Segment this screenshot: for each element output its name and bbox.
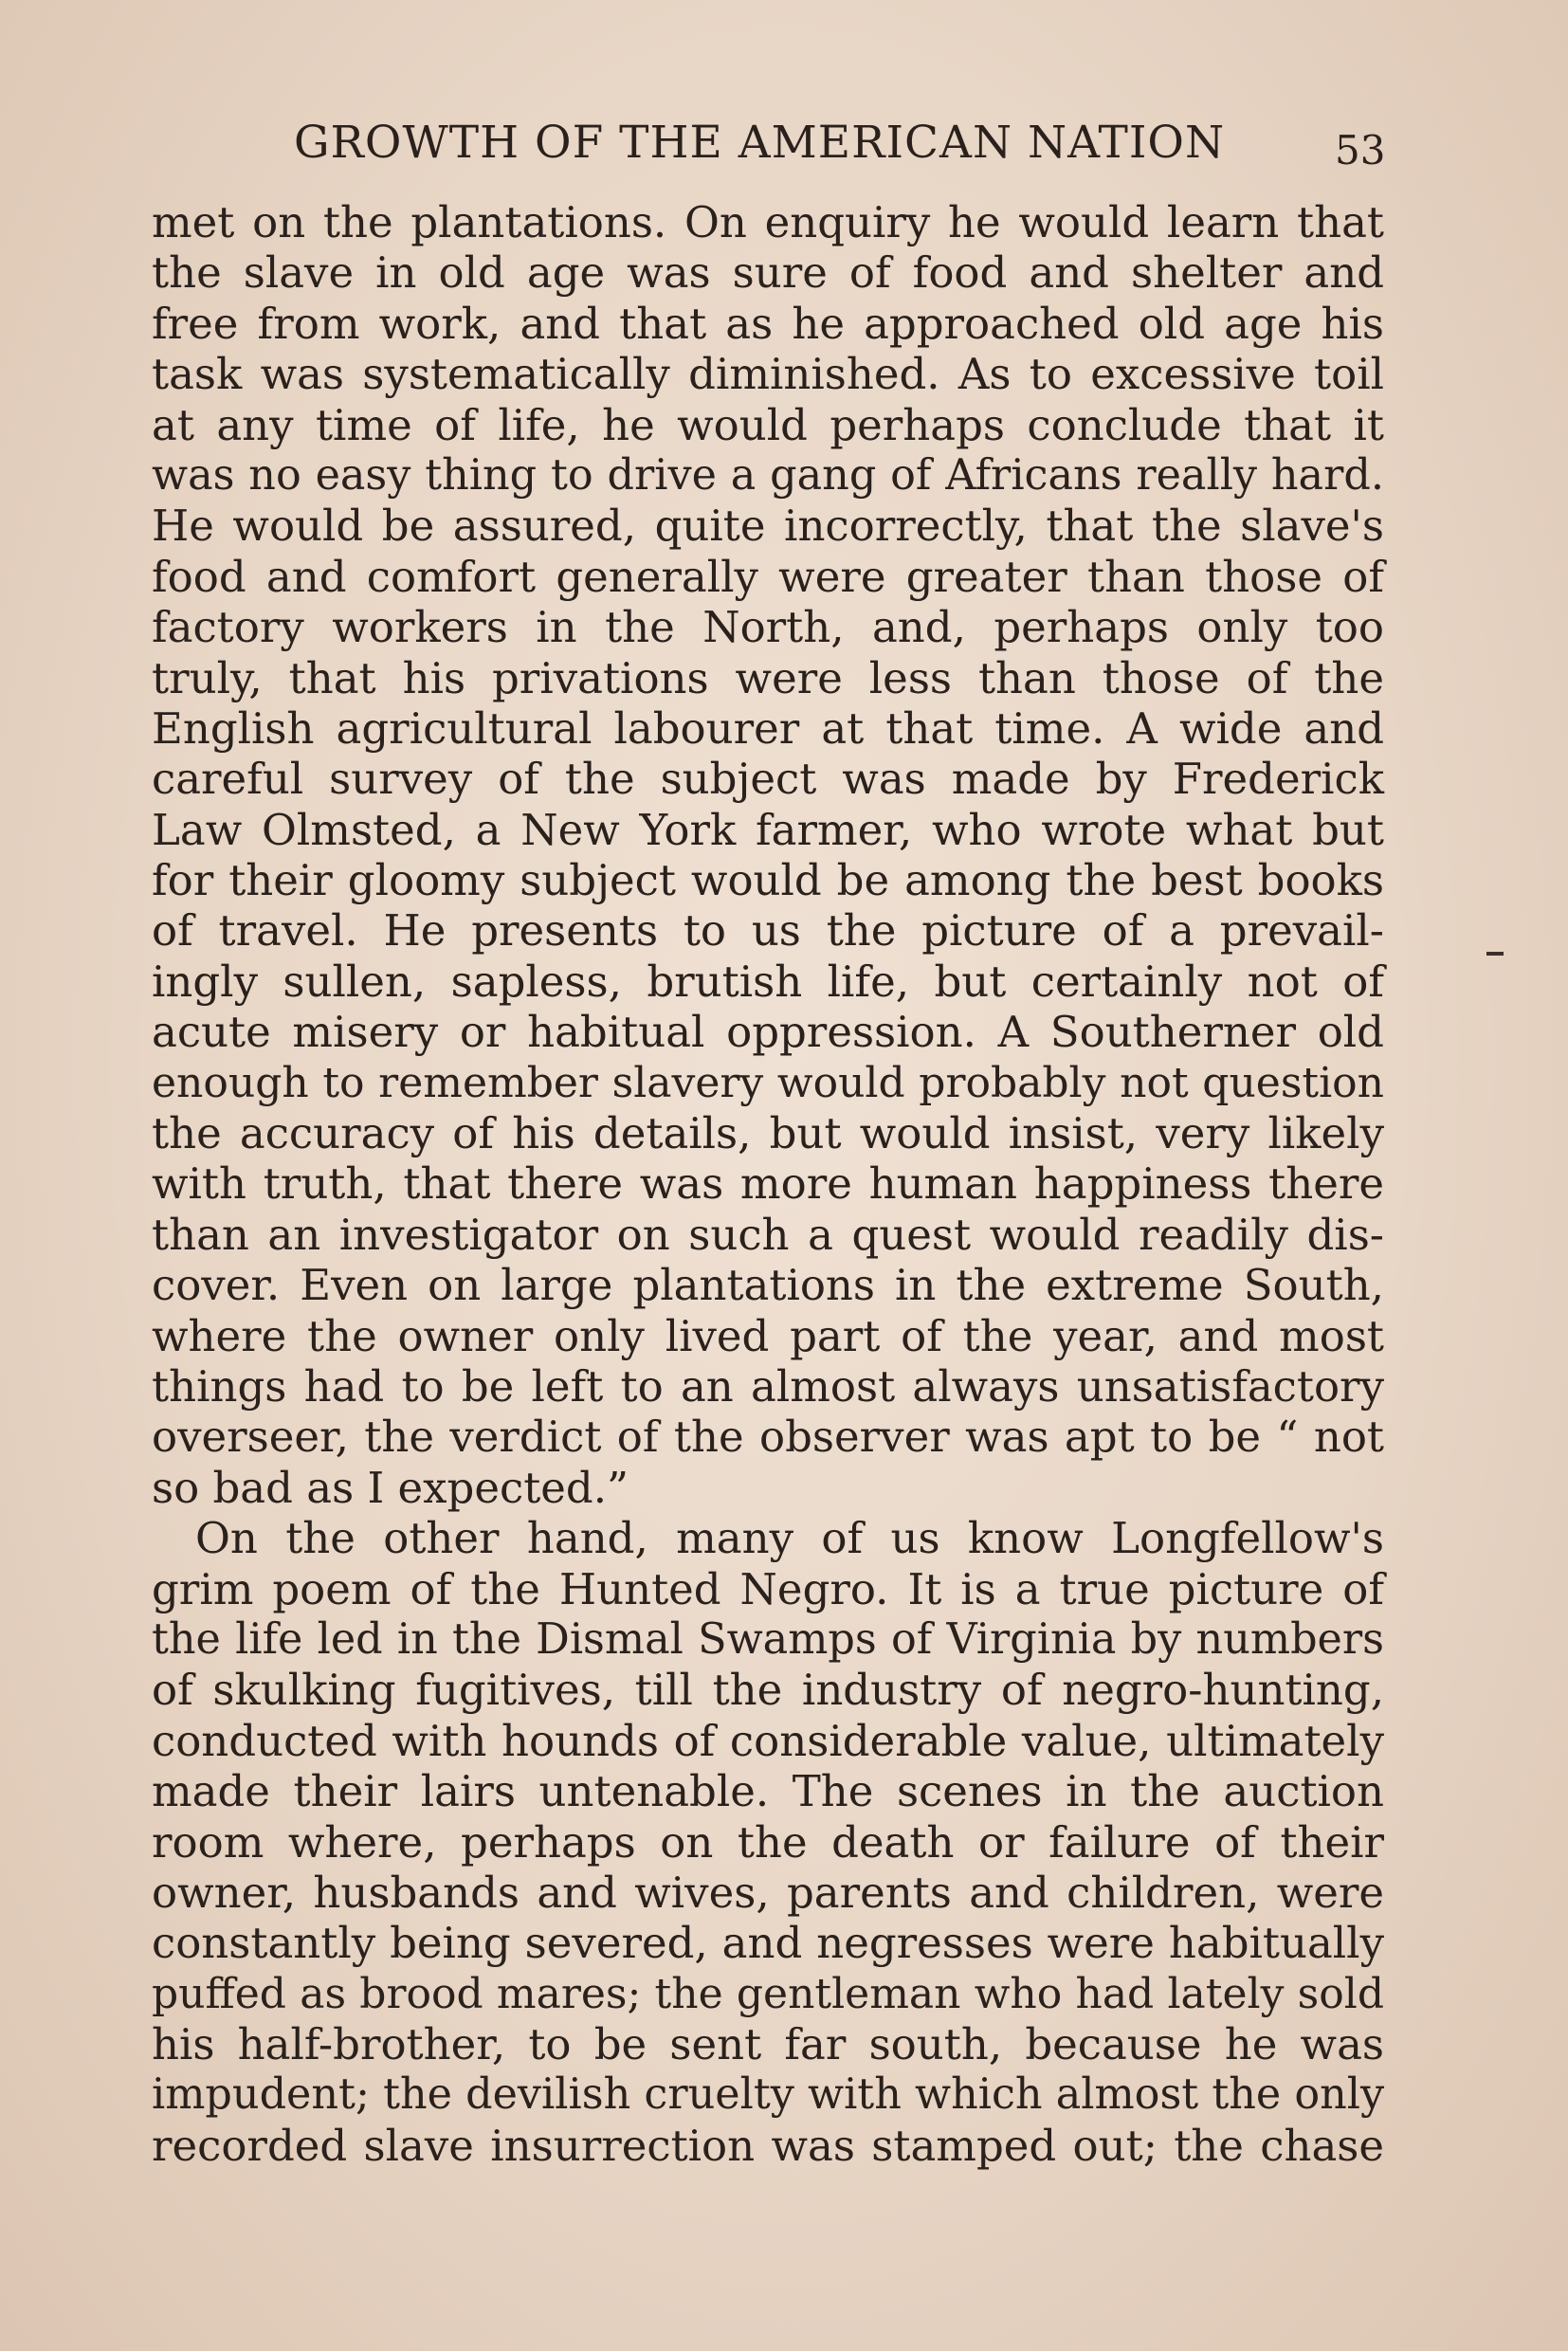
paragraph-2 bbox=[152, 1513, 1384, 2171]
paragraph-1 bbox=[152, 197, 1384, 1513]
text-line: cover. Even on large plantations in the extreme South, bbox=[152, 1260, 1384, 1311]
text-line: factory workers in the North, and, perhaps only too bbox=[152, 602, 1384, 653]
text-line: of travel. He presents to us the picture of a prevail- bbox=[152, 905, 1384, 957]
text-line: English agricultural labourer at that time. A wide and bbox=[152, 702, 1384, 754]
text-line: conducted with hounds of considerable value, ultimately bbox=[152, 1715, 1384, 1766]
text-line: of skulking fugitives, till the industry of negro-hunting, bbox=[152, 1665, 1384, 1716]
body-text bbox=[152, 197, 1384, 2171]
text-line: On the other hand, many of us know Longfellow's bbox=[195, 1513, 1384, 1564]
text-line: truly, that his privations were less than those of the bbox=[152, 652, 1384, 703]
text-line: acute misery or habitual oppression. A Southerner old bbox=[152, 1007, 1384, 1058]
text-line: his half-brother, to be sent far south, because he was bbox=[152, 2019, 1384, 2070]
text-line: ingly sullen, sapless, brutish life, but certainly not of bbox=[152, 956, 1384, 1007]
text-line: food and comfort generally were greater than those of bbox=[152, 551, 1384, 602]
text-line: room where, perhaps on the death or failure of their bbox=[152, 1816, 1384, 1868]
text-line: overseer, the verdict of the observer was apt to be “ not bbox=[152, 1412, 1384, 1463]
text-line: with truth, that there was more human happiness there bbox=[152, 1158, 1384, 1210]
text-line: enough to remember slavery would probably not question bbox=[152, 1058, 1384, 1107]
text-line: things had to be left to an almost always unsatisfactory bbox=[152, 1360, 1384, 1412]
text-line: than an investigator on such a quest would readily dis- bbox=[152, 1209, 1384, 1260]
text-line: Law Olmsted, a New York farmer, who wrote what but bbox=[152, 804, 1384, 855]
text-line: impudent; the devilish cruelty with which almost the only bbox=[152, 2070, 1385, 2120]
text-line: where the owner only lived part of the year, and most bbox=[152, 1310, 1384, 1361]
text-line: grim poem of the Hunted Negro. It is a true picture of bbox=[152, 1563, 1384, 1614]
running-head-title: GROWTH OF THE AMERICAN NATION bbox=[294, 117, 1226, 169]
text-line: careful survey of the subject was made by Frederick bbox=[152, 754, 1384, 805]
text-line: constantly being severed, and negresses were habitually bbox=[152, 1918, 1384, 1969]
text-line: so bad as I expected.” bbox=[152, 1462, 629, 1513]
text-line: met on the plantations. On enquiry he would learn that bbox=[152, 197, 1384, 247]
text-line: puffed as brood mares; the gentleman who had lately sold bbox=[152, 1969, 1384, 2018]
text-line: the slave in old age was sure of food and shelter and bbox=[152, 247, 1384, 299]
text-line: He would be assured, quite incorrectly, that the slave's bbox=[152, 501, 1384, 552]
text-line: recorded slave insurrection was stamped out; the chase bbox=[152, 2120, 1384, 2171]
margin-dash-mark bbox=[1486, 952, 1504, 956]
text-line: owner, husbands and wives, parents and children, were bbox=[152, 1867, 1384, 1918]
text-line: free from work, and that as he approached old age his bbox=[152, 298, 1384, 349]
text-line: at any time of life, he would perhaps conclude that it bbox=[152, 399, 1384, 450]
text-line: the life led in the Dismal Swamps of Virginia by numbers bbox=[152, 1614, 1384, 1664]
text-line: for their gloomy subject would be among the best books bbox=[152, 855, 1384, 906]
text-line: made their lairs untenable. The scenes in the auction bbox=[152, 1766, 1384, 1817]
text-line: was no easy thing to drive a gang of Africans really hard. bbox=[152, 450, 1384, 500]
text-line: task was systematically diminished. As to excessive toil bbox=[152, 349, 1384, 400]
page-number: 53 bbox=[1335, 127, 1386, 173]
text-line: the accuracy of his details, but would insist, very likely bbox=[152, 1108, 1384, 1159]
